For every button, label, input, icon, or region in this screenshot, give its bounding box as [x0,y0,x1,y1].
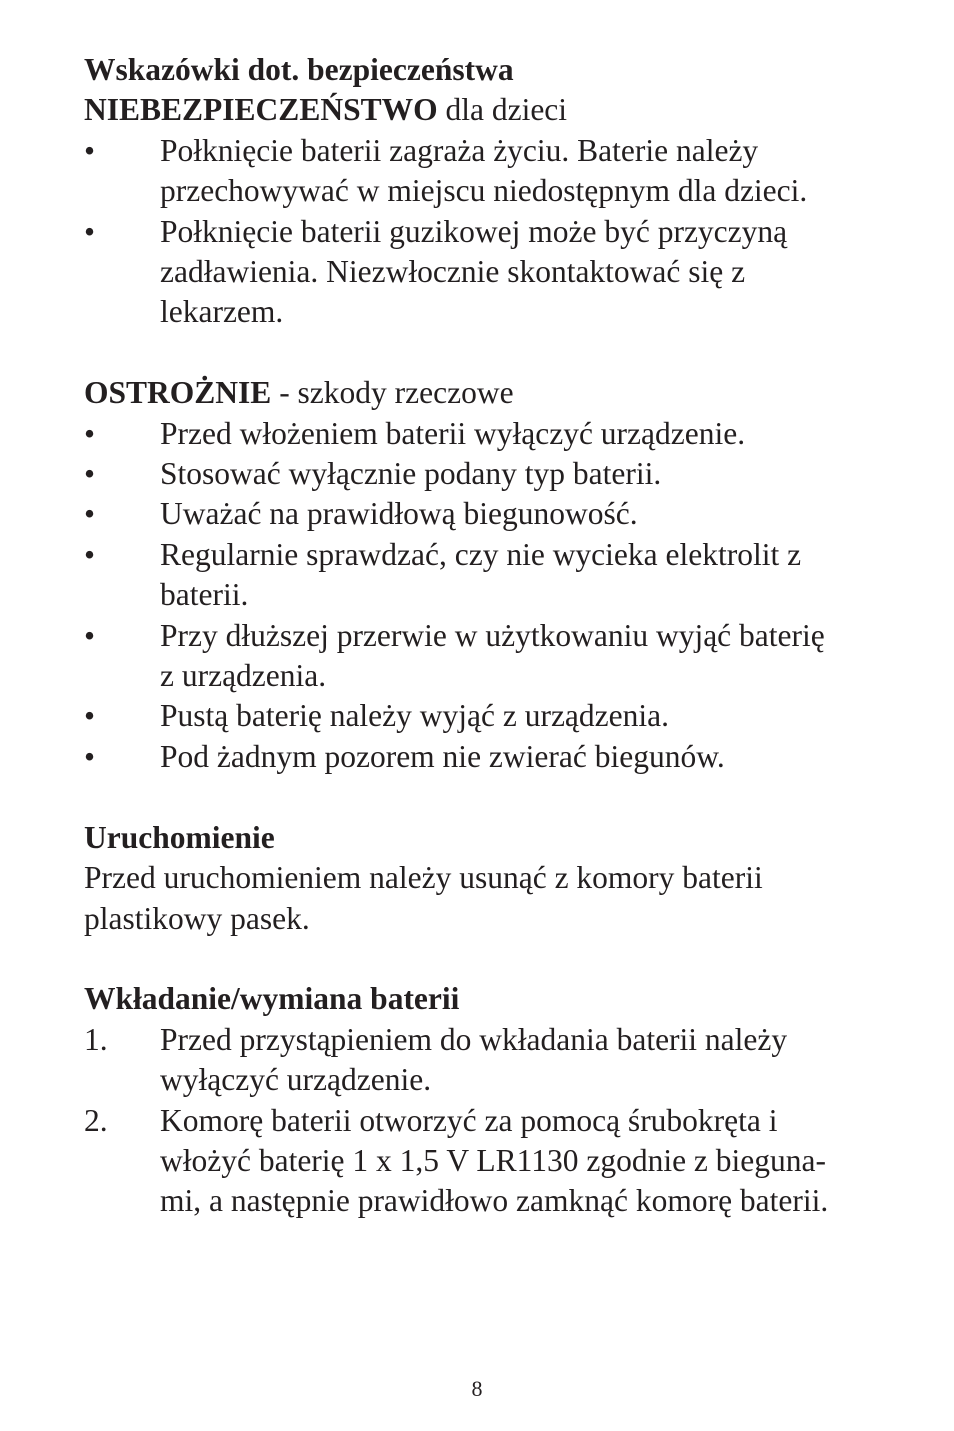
step-number: 2. [84,1102,108,1138]
caution-list-item [84,535,884,616]
bullet-marker: • [84,132,96,168]
item-text-line: włożyć baterię 1 x 1,5 V LR1130 zgodnie z bieguna- [160,1142,826,1178]
battery-section [84,979,884,1221]
bullet-marker: • [84,536,96,572]
caution-heading [84,373,884,413]
startup-text-line: plastikowy pasek. [84,900,310,936]
danger-suffix: dla dzieci [437,92,568,128]
item-text-line: z urządzenia. [160,658,327,694]
caution-suffix: - szkody rzeczowe [271,375,514,411]
caution-list [84,414,884,778]
item-text-line: przechowywać w miejscu niedostępnym dla dzieci. [160,173,808,209]
bullet-marker: • [84,213,96,249]
page-number: 8 [471,1376,483,1401]
startup-section [84,818,884,939]
safety-heading: Wskazówki dot. bezpieczeństwa [84,52,514,87]
item-text-line: zadławienia. Niezwłocznie skontaktować się z [160,254,746,290]
caution-list-item [84,696,884,736]
item-text-line: Stosować wyłącznie podany typ baterii. [160,456,662,492]
item-text-line: Uważać na prawidłową biegunowość. [160,496,638,532]
danger-list-item [84,131,884,212]
item-text-line: Pod żadnym pozorem nie zwierać biegunów. [160,738,725,774]
danger-list [84,131,884,333]
danger-list-item [84,212,884,333]
item-text-line: Połknięcie baterii zagraża życiu. Baterie należy [160,132,759,168]
startup-heading: Uruchomienie [84,819,275,855]
bullet-marker: • [84,617,96,653]
caution-list-item [84,494,884,534]
caution-section [84,373,884,777]
item-text-line: wyłączyć urządzenie. [160,1062,432,1098]
safety-section [84,50,884,333]
item-text-line: Pustą baterię należy wyjąć z urządzenia. [160,698,669,734]
caution-list-item [84,616,884,697]
item-text-line: baterii. [160,577,249,613]
battery-step [84,1101,884,1222]
bullet-marker: • [84,456,96,492]
item-text-line: Komorę baterii otworzyć za pomocą śrubokręta i [160,1102,778,1138]
manual-page [84,50,884,1222]
caution-list-item [84,737,884,777]
bullet-marker: • [84,698,96,734]
step-number: 1. [84,1021,108,1057]
bullet-marker: • [84,738,96,774]
caution-list-item [84,454,884,494]
battery-heading: Wkładanie/wymiana baterii [84,981,460,1017]
item-text-line: Połknięcie baterii guzikowej może być przyczyną [160,213,788,249]
item-text-line: Przed przystąpieniem do wkładania baterii należy [160,1021,788,1057]
caution-list-item [84,414,884,454]
item-text-line: Przy dłuższej przerwie w użytkowaniu wyjąć baterię [160,617,825,653]
danger-heading [84,90,884,130]
bullet-marker: • [84,415,96,451]
item-text-line: mi, a następnie prawidłowo zamknąć komorę baterii. [160,1183,829,1219]
bullet-marker: • [84,496,96,532]
battery-step [84,1020,884,1101]
item-text-line: Przed włożeniem baterii wyłączyć urządzenie. [160,415,746,451]
item-text-line: lekarzem. [160,294,284,330]
startup-text-line: Przed uruchomieniem należy usunąć z komory baterii [84,860,763,896]
item-text-line: Regularnie sprawdzać, czy nie wycieka elektrolit z [160,536,802,572]
battery-steps-list [84,1020,884,1222]
caution-label: OSTROŻNIE [84,375,272,411]
danger-label: NIEBEZPIECZEŃSTWO [84,92,438,128]
